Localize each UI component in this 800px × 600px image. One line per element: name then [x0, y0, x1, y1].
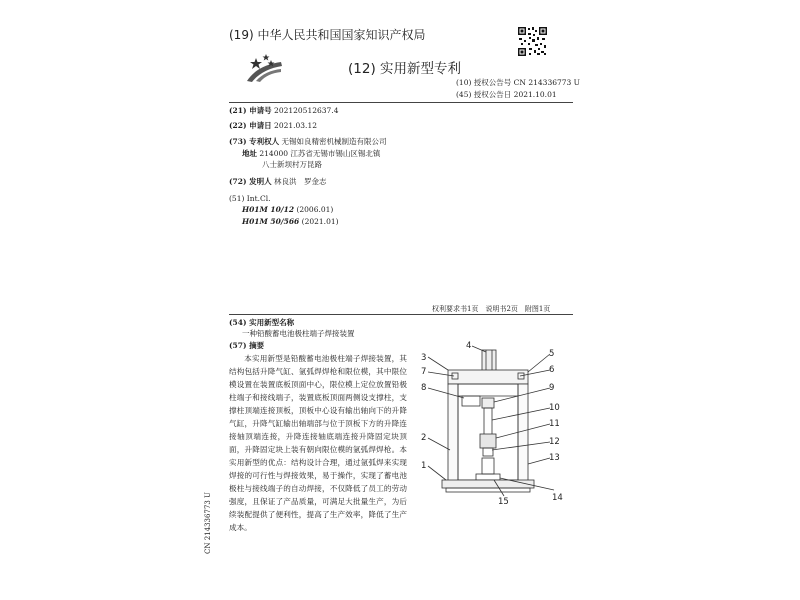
abstract-label: (57) 摘要 — [229, 341, 265, 350]
owner-address-line2: 八士新坝村万昆路 — [262, 160, 322, 169]
figure-label-14: 14 — [552, 493, 563, 503]
figure-label-6: 6 — [549, 365, 555, 375]
int-cl-entry-2: H01M 50/566 (2021.01) — [242, 217, 339, 226]
pages-note: 权利要求书1页 说明书2页 附图1页 — [432, 305, 551, 313]
header-divider — [229, 102, 573, 103]
abstract-body — [229, 352, 407, 534]
figure-label-3: 3 — [421, 353, 427, 363]
section-divider — [229, 314, 573, 315]
application-date: (22) 申请日 2021.03.12 — [229, 121, 317, 130]
figure-label-1: 1 — [421, 461, 427, 471]
figure-label-15: 15 — [498, 497, 509, 507]
utility-model-title: 一种铅酸蓄电池极柱端子焊接装置 — [242, 329, 355, 338]
figure-label-10: 10 — [549, 403, 560, 413]
office-name: (19) 中华人民共和国国家知识产权局 — [229, 28, 426, 42]
device-drawing — [412, 340, 580, 510]
figure-label-5: 5 — [549, 349, 555, 359]
owner-address: 地址 214000 江苏省无锡市锡山区锡北镇 — [242, 149, 381, 158]
figure-label-7: 7 — [421, 367, 427, 377]
application-number: (21) 申请号 202120512637.4 — [229, 106, 339, 115]
figure-label-13: 13 — [549, 453, 560, 463]
title-label: (54) 实用新型名称 — [229, 318, 295, 327]
int-cl-entry-1: H01M 10/12 (2006.01) — [242, 205, 334, 214]
publication-number: (10) 授权公告号 CN 214336773 U — [456, 78, 581, 87]
qr-code-icon — [517, 26, 548, 57]
side-publication-code: CN 214336773 U — [204, 492, 212, 554]
publication-date: (45) 授权公告日 2021.10.01 — [456, 90, 557, 99]
figure-label-4: 4 — [466, 341, 472, 351]
national-emblem-icon — [244, 52, 284, 84]
abstract-text: 本实用新型是铅酸蓄电池极柱端子焊接装置，其结构包括升降气缸、氩弧焊焊枪和限位模，其中限位模设置在装置底板顶面中心，限位模上定位放置铅极柱端子和接线端子，装置底板顶面两侧设支撑柱，支撑柱顶端连接顶板，顶板中心设有输出轴向下的升降气缸，升降气缸输出轴端部与位于顶板下方的升降连接轴顶端连接，升降连接轴底端连接升降固定块顶面，升降固定块上装有朝向限位模的氩弧焊焊枪。本实用新型的优点：结构设计合理，通过氩弧焊来实现焊接的可行性与焊接效果，易于操作，实现了蓄电池极柱与接线端子的自动焊接，不仅降低了员工的劳动强度，且保证了产品质量，可满足大批量生产，为后续装配提供了便利性，提高了生产效率，降低了生产成本。 — [229, 354, 407, 532]
figure-label-11: 11 — [549, 419, 560, 429]
patent-owner: (73) 专利权人 无锡如良精密机械制造有限公司 — [229, 137, 387, 146]
figure-label-8: 8 — [421, 383, 427, 393]
figure-label-12: 12 — [549, 437, 560, 447]
inventors: (72) 发明人 林良洪 罗金志 — [229, 177, 327, 186]
figure-label-9: 9 — [549, 383, 555, 393]
document-type: (12) 实用新型专利 — [348, 61, 462, 77]
figure-label-2: 2 — [421, 433, 427, 443]
int-cl-label: (51) Int.Cl. — [229, 194, 271, 203]
